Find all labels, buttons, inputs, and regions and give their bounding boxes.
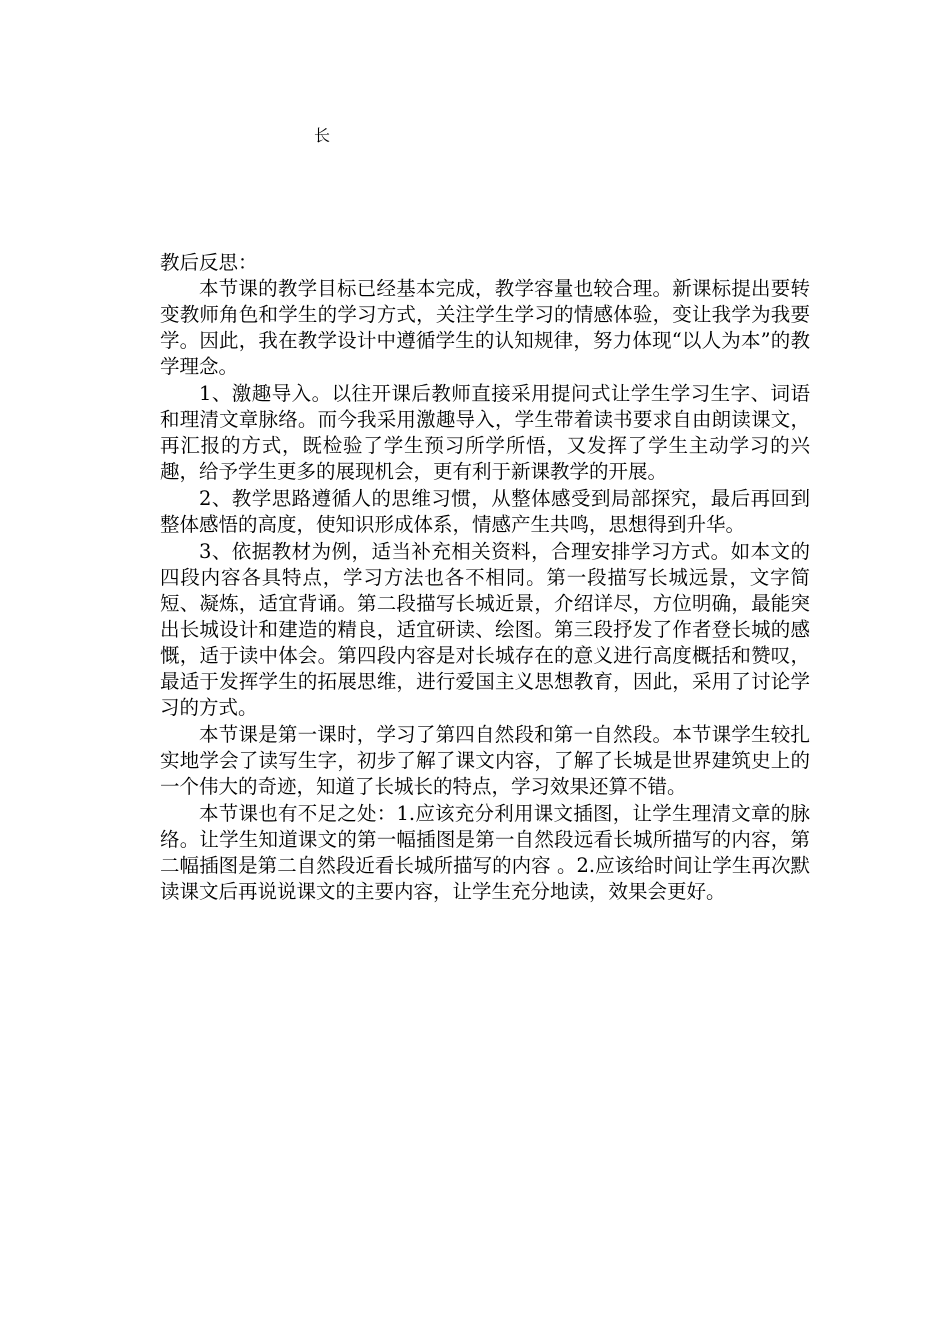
paragraph-point-3: 3、依据教材为例，适当补充相关资料，合理安排学习方式。如本文的四段内容各具特点，学习方法也各不相同。第一段描写长城远景，文字简短、凝炼，适宜背诵。第二段描写长城近景，介绍详尽，方位明确，最能突出长城设计和建造的精良，适宜研读、绘图。第三段抒发了作者登长城的感慨，适于读中体会。第四段内容是对长城存在的意义进行高度概括和赞叹，最适于发挥学生的拓展思维，进行爱国主义思想教育，因此，采用了讨论学习的方式。 [160, 540, 810, 719]
paragraph-point-2: 2、教学思路遵循人的思维习惯，从整体感受到局部探究，最后再回到整体感悟的高度，使知识形成体系，情感产生共鸣，思想得到升华。 [160, 487, 810, 536]
paragraph-point-1: 1、激趣导入。以往开课后教师直接采用提问式让学生学习生字、词语和理清文章脉络。而今我采用激趣导入，学生带着读书要求自由朗读课文，再汇报的方式，既检验了学生预习所学所悟，又发挥了学生主动学习的兴趣，给予学生更多的展现机会，更有利于新课教学的开展。 [160, 382, 810, 483]
header-character: 长 [314, 126, 331, 145]
document-body [160, 250, 810, 906]
paragraph-intro: 本节课的教学目标已经基本完成，教学容量也较合理。新课标提出要转变教师角色和学生的学习方式，关注学生学习的情感体验，变让我学为我要学。因此，我在教学设计中遵循学生的认知规律，努力体现“以人为本”的教学理念。 [160, 277, 810, 378]
paragraph-summary: 本节课是第一课时，学习了第四自然段和第一自然段。本节课学生较扎实地学会了读写生字，初步了解了课文内容，了解了长城是世界建筑史上的一个伟大的奇迹，知道了长城长的特点，学习效果还算不错。 [160, 723, 810, 798]
section-title: 教后反思： [160, 251, 258, 274]
paragraph-shortcomings: 本节课也有不足之处：1.应该充分利用课文插图，让学生理清文章的脉络。让学生知道课文的第一幅插图是第一自然段远看长城所描写的内容，第二幅插图是第二自然段近看长城所描写的内容 。2.应该给时间让学生再次默读课文后再说说课文的主要内容，让学生充分地读，效果会更好。 [160, 802, 810, 903]
